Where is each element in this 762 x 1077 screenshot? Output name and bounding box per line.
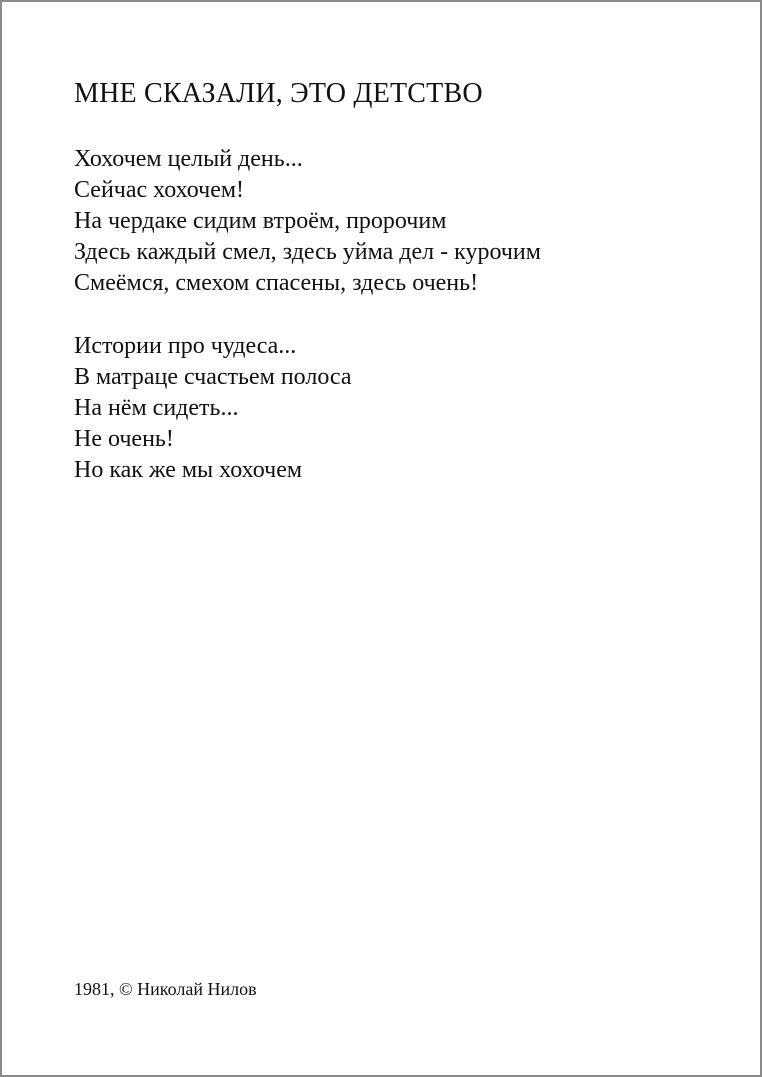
poem-line: Сейчас хохочем! — [74, 177, 245, 203]
poem-line: Но как же мы хохочем — [74, 457, 303, 483]
stanza-1 — [74, 144, 541, 299]
poem-title: МНЕ СКАЗАЛИ, ЭТО ДЕТСТВО — [74, 78, 483, 109]
copyright-footer: 1981, © Николай Нилов — [74, 979, 257, 999]
poem-line: Смеёмся, смехом спасены, здесь очень! — [74, 270, 479, 296]
poem-line: В матраце счастьем полоса — [74, 364, 352, 390]
stanza-2 — [74, 331, 352, 486]
poem-line: Хохочем целый день... — [74, 146, 303, 172]
poem-line: Здесь каждый смел, здесь уйма дел - курочим — [74, 239, 541, 265]
poem-line: Не очень! — [74, 426, 174, 452]
poem-line: На нём сидеть... — [74, 395, 239, 421]
poem-line: Истории про чудеса... — [74, 333, 297, 359]
poem-line: На чердаке сидим втроём, пророчим — [74, 208, 447, 234]
